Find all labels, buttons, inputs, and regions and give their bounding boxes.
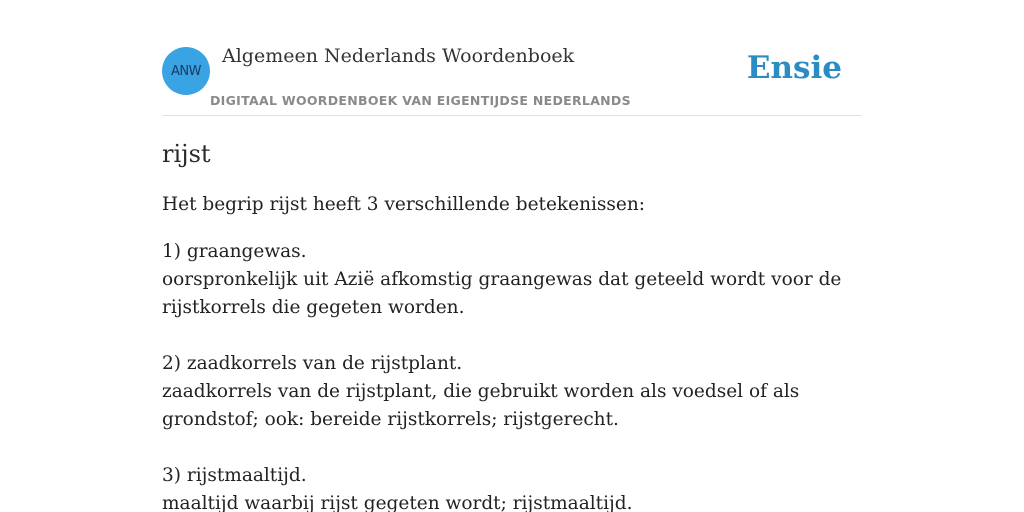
sense-heading: 2) zaadkorrels van de rijstplant. [162, 353, 463, 374]
sense-definition: oorspronkelijk uit Azië afkomstig graangewas dat geteeld wordt voor de rijstkorrels die gegeten worden. [162, 269, 842, 318]
sense-item [162, 350, 862, 434]
sense-definition: maaltijd waarbij rijst gegeten wordt; rijstmaaltijd. [162, 493, 633, 512]
sense-heading: 3) rijstmaaltijd. [162, 465, 307, 486]
sense-heading: 1) graangewas. [162, 241, 307, 262]
site-title[interactable]: Algemeen Nederlands Woordenboek [222, 45, 575, 67]
ensie-brand-link[interactable]: Ensie [746, 50, 842, 86]
entry-intro: Het begrip rijst heeft 3 verschillende betekenissen: [162, 194, 645, 215]
header-divider [162, 115, 862, 116]
logo-text: ANW [171, 63, 201, 79]
site-subtitle: DIGITAAL WOORDENBOEK VAN EIGENTIJDSE NEDERLANDS [210, 93, 631, 108]
sense-definition: zaadkorrels van de rijstplant, die gebruikt worden als voedsel of als grondstof; ook: bereide rijstkorrels; rijstgerecht. [162, 381, 800, 430]
entry-headword: rijst [162, 140, 211, 168]
sense-item [162, 238, 862, 322]
sense-item [162, 462, 862, 512]
sense-list [162, 238, 862, 512]
anw-logo[interactable] [162, 47, 210, 95]
entry-content [162, 137, 862, 512]
